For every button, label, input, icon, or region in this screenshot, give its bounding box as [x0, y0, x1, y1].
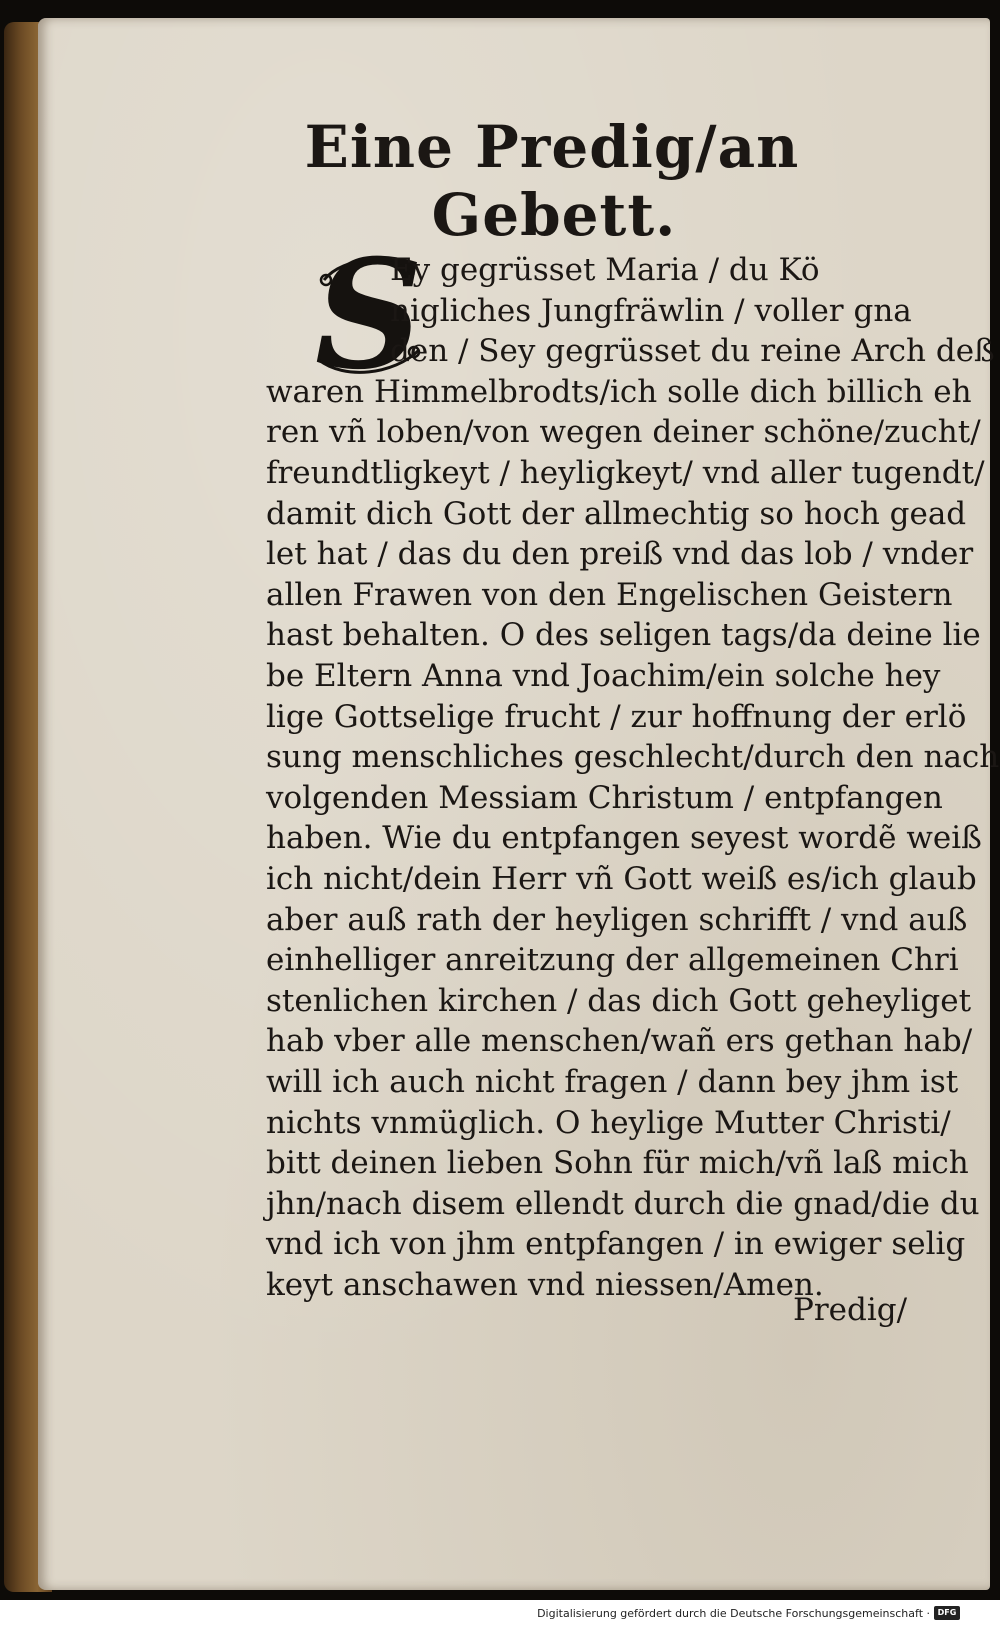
book-page: [38, 18, 1000, 1590]
text-line: waren Himmelbrodts/ich solle dich billich eh: [266, 373, 972, 410]
text-line: hast behalten. O des seligen tags/da deine lie: [266, 617, 981, 654]
text-line: freundtligkeyt / heyligkeyt/ vnd aller tugendt/: [266, 455, 985, 491]
text-line: will ich auch nicht fragen / dann bey jhm ist: [266, 1064, 959, 1100]
text-line: hab vber alle menschen/wañ ers gethan hab/: [266, 1023, 973, 1060]
page-title-line-2: Gebett.: [431, 181, 677, 249]
text-line: haben. Wie du entpfangen seyest wordẽ weiß: [266, 820, 982, 857]
text-line: nigliches Jungfräwlin / voller gna: [390, 292, 912, 329]
text-line: let hat / das du den preiß vnd das lob / vnder: [266, 536, 974, 573]
catchword: Predig/: [793, 1292, 908, 1328]
text-line: stenlichen kirchen / das dich Gott geheyliget: [266, 982, 972, 1019]
footer-bar: [0, 1600, 1000, 1629]
text-line: Ey gegrüsset Maria / du Kö: [390, 252, 820, 288]
decorated-initial: S: [314, 227, 424, 403]
dfg-logo: DFG: [934, 1606, 960, 1620]
text-line: den / Sey gegrüsset du reine Arch deß: [390, 333, 995, 370]
text-line: volgenden Messiam Christum / entpfangen: [266, 779, 943, 816]
text-line: bitt deinen lieben Sohn für mich/vñ laß mich: [266, 1145, 969, 1182]
text-line: ren vñ loben/von wegen deiner schöne/zucht/: [266, 414, 981, 451]
funding-notice: Digitalisierung gefördert durch die Deutsche Forschungsgemeinschaft ·: [537, 1607, 930, 1620]
text-line: be Eltern Anna vnd Joachim/ein solche hey: [266, 658, 941, 694]
text-line: nichts vnmüglich. O heylige Mutter Christi/: [266, 1104, 951, 1141]
text-line: lige Gottselige frucht / zur hoffnung der erlö: [266, 698, 967, 735]
text-line: ich nicht/dein Herr vñ Gott weiß es/ich glaub: [266, 861, 977, 897]
text-line: jhn/nach disem ellendt durch die gnad/die du: [266, 1185, 980, 1222]
text-line: einhelliger anreitzung der allgemeinen Chri: [266, 942, 959, 979]
text-line: keyt anschawen vnd niessen/Amen.: [266, 1267, 824, 1303]
text-line: vnd ich von jhm entpfangen / in ewiger selig: [266, 1226, 966, 1263]
text-line: damit dich Gott der allmechtig so hoch gead: [266, 495, 967, 532]
text-line: allen Frawen von den Engelischen Geistern: [266, 576, 953, 613]
text-line: sung menschliches geschlecht/durch den nach: [266, 739, 1000, 776]
page-title-line-1: Eine Predig/an: [304, 113, 800, 181]
text-line: aber auß rath der heyligen schrifft / vnd auß: [266, 901, 968, 938]
